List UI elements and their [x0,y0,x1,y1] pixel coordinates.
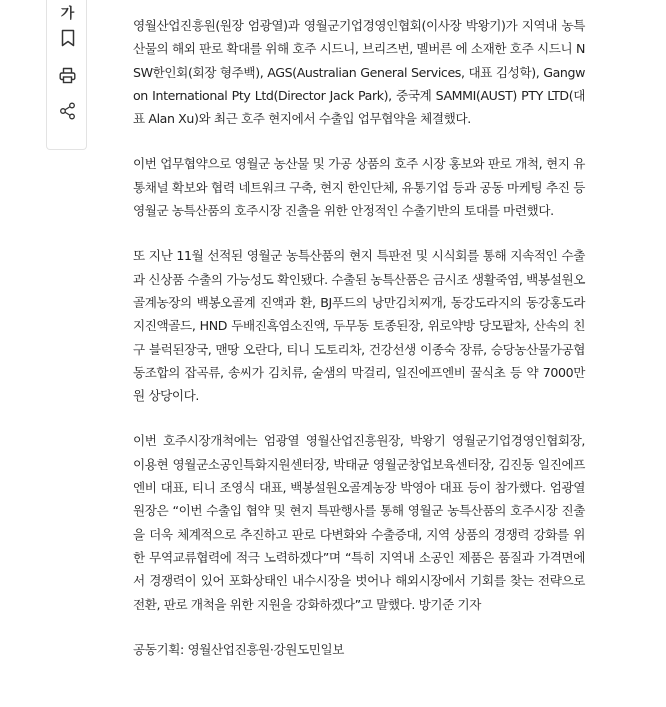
print-button[interactable] [47,60,88,90]
article-body [133,14,585,661]
printer-icon [59,67,76,84]
article-credit: 공동기획: 영월산업진흥원·강원도민일보 [133,641,345,657]
article-paragraph: 영월산업진흥원(원장 엄광열)과 영월군기업경영인협회(이사장 박왕기)가 지역내 농특산물의 해외 판로 확대를 위해 호주 시드니, 브리즈번, 멜버른 에 소재한 호주 시드니 NSW한인회(회장 형주백), AGS(Australian General Services, 대표 김성학), Gangwon International Pty Ltd(Director Jack Park), 중국계 SAMMI(AUST) PTY LTD(대표 Alan Xu)와 최근 호주 현지에서 수출입 업무협약을 체결했다. [133,18,585,127]
bookmark-icon [61,29,75,47]
article-paragraph: 이번 업무협약으로 영월군 농산물 및 가공 상품의 호주 시장 홍보와 판로 개척, 현지 유통채널 확보와 협력 네트워크 구축, 현지 한인단체, 유통기업 등과 공동 마케팅 추진 등 영월군 농특산품의 호주시장 진출을 위한 안정적인 수출기반의 토대를 마련했다. [133,156,585,219]
font-size-label: 가 [60,6,75,22]
article-paragraph: 또 지난 11월 선적된 영월군 농특산품의 현지 특판전 및 시식회를 통해 지속적인 수출과 신상품 수출의 가능성도 확인됐다. 수출된 농특산품은 금시조 생활죽염, 백봉설원오골계농장의 백봉오골계 진액과 환, BJ푸드의 낭만김치찌개, 동강도라지의 동강홍도라지진액골드, HND 두배진흑염소진액, 두무동 토종된장, 위로약방 당모팥차, 산속의 친구 블럭된장국, 맨땅 오란다, 티니 도토리차, 건강선생 이종숙 장류, 승당농산물가공협동조합의 잡곡류, 송씨가 김치류, 술샘의 막걸리, 일진에프엔비 꿀식초 등 약 7000만원 상당이다. [133,248,585,404]
article-toolbar [46,0,87,150]
share-icon [59,102,76,120]
share-button[interactable] [47,96,88,126]
bookmark-button[interactable] [47,23,88,53]
article-paragraph: 이번 호주시장개척에는 엄광열 영월산업진흥원장, 박왕기 영월군기업경영인협회장, 이용현 영월군소공인특화지원센터장, 박태균 영월군창업보육센터장, 김진동 일진에프엔비 대표, 티니 조영식 대표, 백봉설원오골계농장 박영아 대표 등이 참가했다. 엄광열 원장은 “이번 수출입 협약 및 현지 특판행사를 통해 영월군 농특산품의 호주시장 진출을 더욱 체계적으로 추진하고 판로 다변화와 수출증대, 지역 상품의 경쟁력 강화를 위한 무역교류협력에 적극 노력하겠다”며 “특히 지역내 소공인 제품은 품질과 가격면에서 경쟁력이 있어 포화상태인 내수시장을 벗어나 해외시장에서 기회를 찾는 전략으로 전환, 판로 개척을 위한 지원을 강화하겠다”고 말했다. 방기준 기자 [133,433,585,612]
